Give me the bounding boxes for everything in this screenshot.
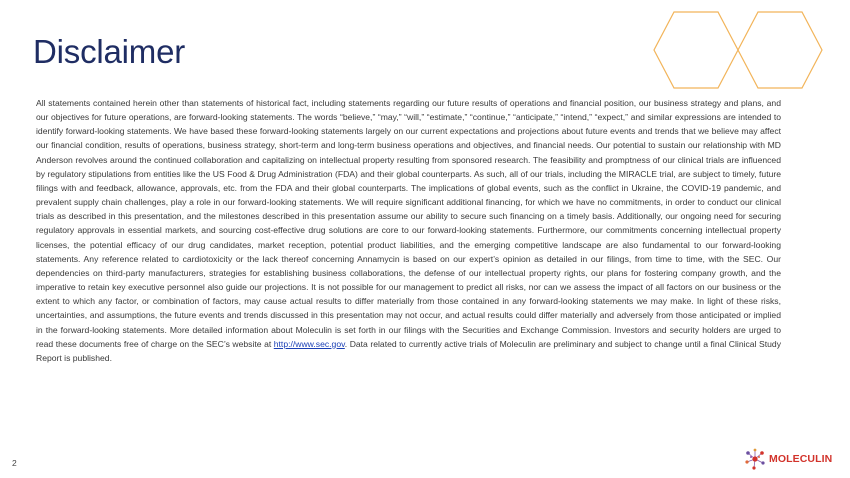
disclaimer-text-part-2: . Data related to currently active trials of Moleculin are preliminary and subject to change until a final Clinical Study Report is published. <box>36 338 781 363</box>
sec-website-link[interactable]: http://www.sec.gov <box>273 338 345 349</box>
slide-title: Disclaimer <box>33 33 186 71</box>
disclaimer-text-part-1: All statements contained herein other than statements of historical fact, including statements regarding our future results of operations and financial position, our business strategy and plans, and our objectives for future operations, are forward-looking statements. The words “believe,” “may,” “will,” “estimate,” “continue,” “anticipate,” “intend,” “expect,” and similar expressions are intended to identify forward-looking statements. We have based these forward-looking statements largely on our current expectations and projections about future events and trends that we believe may affect our financial condition, results of operations, business strategy, short-term and long-term business operations and objectives, and financial needs. Our potential to sustain our relationship with MD Anderson revolves around the continued collaboration and capitalizing on intellectual property resulting from sponsored research. The feasibility and promptness of our clinical trials are influenced by regulatory stipulations from entities like the US Food & Drug Administration (FDA) and their global counterparts. As such, all of our trials, including the MIRACLE trial, are subject to timely, future filings with and feedback, allowance, approvals, etc. from the FDA and their global counterparts. The implications of global events, such as the conflict in Ukraine, the COVID-19 pandemic, and prevalent supply chain challenges, play a role in our forward-looking statements. We will require significant additional financing, for which we have no commitments, in order to conduct our clinical trials as described in this presentation, and the milestones described in this presentation assume our ability to secure such financing on a timely basis. Additionally, our ongoing need for securing regulatory approvals in essential markets, and sourcing cost-effective drug solutions are core to our forward-looking statements. Furthermore, our commitments concerning intellectual property licenses, the potential efficacy of our drug candidates, market reception, potential product liabilities, and the emerging competitive landscape are also fundamental to our forward-looking statements. Any reference related to cardiotoxicity or the lack thereof concerning Annamycin is based on our expert’s opinion as detailed in our filings, from time to time, with the SEC. Our dependencies on third-party manufacturers, strategies for establishing business collaborations, the defense of our intellectual property rights, our plans for fostering company growth, and the imperative to retain key executive personnel also guide our projections. It is not possible for our management to predict all risks, nor can we assess the impact of all factors on our business or the extent to which any factor, or combination of factors, may cause actual results to differ materially from those contained in any forward-looking statements we may make. In light of these risks, uncertainties, and assumptions, the future events and trends discussed in this presentation may not occur, and actual results could differ materially and adversely from those anticipated or implied in the forward-looking statements. More detailed information about Moleculin is set forth in our filings with the Securities and Exchange Commission. Investors and security holders are urged to read these documents free of charge on the SEC’s website at <box>36 98 781 349</box>
hexagon-outline-decoration <box>640 10 850 90</box>
logo-text: MOLECULIN <box>769 453 833 465</box>
disclaimer-text <box>36 96 781 365</box>
moleculin-molecule-icon <box>744 448 766 470</box>
moleculin-logo <box>744 448 832 470</box>
page-number: 2 <box>12 458 17 468</box>
